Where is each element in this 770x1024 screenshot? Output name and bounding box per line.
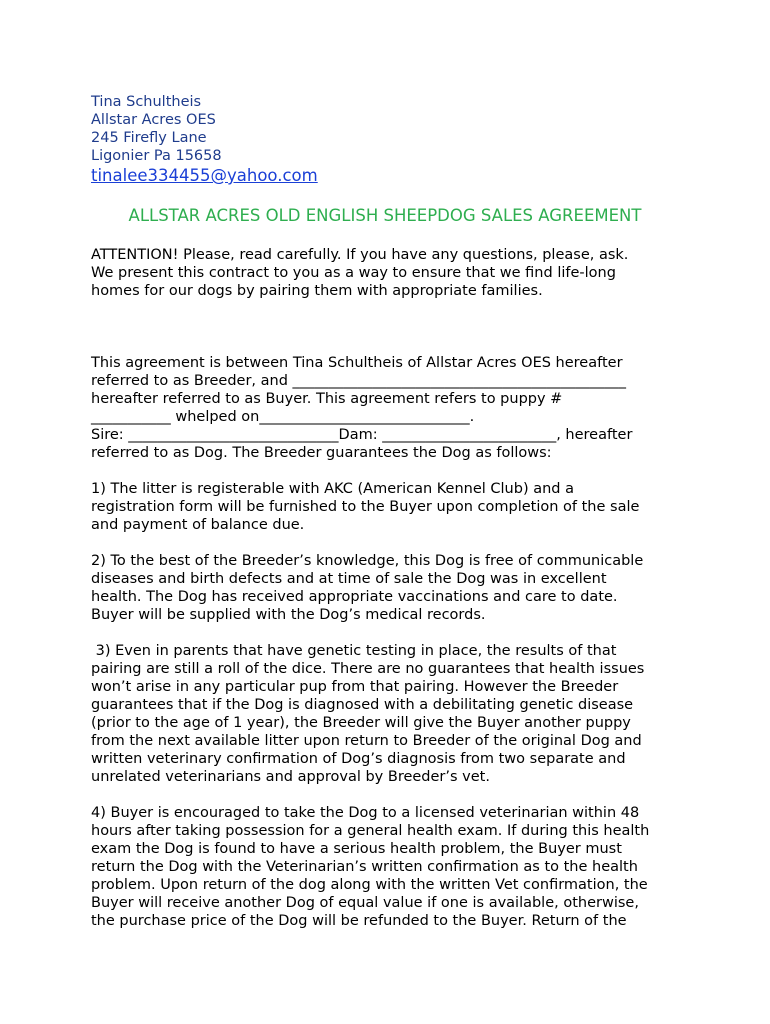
text-line: problem. Upon return of the dog along with the written Vet confirmation, the xyxy=(91,877,648,893)
text-line: referred to as Dog. The Breeder guarantees the Dog as follows: xyxy=(91,445,552,461)
sender-email-link[interactable]: tinalee334455@yahoo.com xyxy=(91,166,318,185)
text-line: (prior to the age of 1 year), the Breeder will give the Buyer another puppy xyxy=(91,715,631,731)
document-title: ALLSTAR ACRES OLD ENGLISH SHEEPDOG SALES AGREEMENT xyxy=(128,206,642,225)
text-line: exam the Dog is found to have a serious health problem, the Buyer must xyxy=(91,841,622,857)
agreement-body xyxy=(91,246,691,930)
text-line: registration form will be furnished to the Buyer upon completion of the sale xyxy=(91,499,640,515)
text-line: 4) Buyer is encouraged to take the Dog to a licensed veterinarian within 48 xyxy=(91,805,640,821)
sender-name: Tina Schultheis xyxy=(91,94,202,110)
text-line: health. The Dog has received appropriate vaccinations and care to date. xyxy=(91,589,618,605)
text-line: 2) To the best of the Breeder’s knowledge, this Dog is free of communicable xyxy=(91,553,644,569)
text-line: pairing are still a roll of the dice. There are no guarantees that health issues xyxy=(91,661,645,677)
text-line: hereafter referred to as Buyer. This agreement refers to puppy # xyxy=(91,391,563,407)
text-line: return the Dog with the Veterinarian’s written confirmation as to the health xyxy=(91,859,638,875)
text-line: We present this contract to you as a way to ensure that we find life-long xyxy=(91,265,616,281)
text-line: the purchase price of the Dog will be refunded to the Buyer. Return of the xyxy=(91,913,627,929)
clause-4-paragraph xyxy=(91,804,691,930)
attention-paragraph xyxy=(91,246,691,300)
clause-3-paragraph xyxy=(91,642,691,786)
text-line: Buyer will be supplied with the Dog’s medical records. xyxy=(91,607,486,623)
sender-business: Allstar Acres OES xyxy=(91,112,216,128)
text-line: Buyer will receive another Dog of equal value if one is available, otherwise, xyxy=(91,895,639,911)
agreement-paragraph xyxy=(91,354,691,462)
text-line: written veterinary confirmation of Dog’s diagnosis from two separate and xyxy=(91,751,626,767)
sender-address-block xyxy=(91,93,318,186)
clause-2-paragraph xyxy=(91,552,691,624)
text-line: diseases and birth defects and at time of sale the Dog was in excellent xyxy=(91,571,607,587)
text-line: and payment of balance due. xyxy=(91,517,305,533)
text-line: 3) Even in parents that have genetic testing in place, the results of that xyxy=(91,643,617,659)
text-line: ___________ whelped on_____________________________. xyxy=(91,409,475,425)
text-line: hours after taking possession for a general health exam. If during this health xyxy=(91,823,650,839)
text-line: from the next available litter upon return to Breeder of the original Dog and xyxy=(91,733,642,749)
sender-street: 245 Firefly Lane xyxy=(91,130,207,146)
text-line: 1) The litter is registerable with AKC (American Kennel Club) and a xyxy=(91,481,574,497)
text-line: This agreement is between Tina Schultheis of Allstar Acres OES hereafter xyxy=(91,355,623,371)
text-line: ATTENTION! Please, read carefully. If you have any questions, please, ask. xyxy=(91,247,629,263)
clause-1-paragraph xyxy=(91,480,691,534)
text-line: guarantees that if the Dog is diagnosed with a debilitating genetic disease xyxy=(91,697,634,713)
text-line: Sire: _____________________________Dam: ________________________, hereafter xyxy=(91,427,633,443)
text-line: won’t arise in any particular pup from that pairing. However the Breeder xyxy=(91,679,619,695)
text-line: unrelated veterinarians and approval by Breeder’s vet. xyxy=(91,769,490,785)
sender-city: Ligonier Pa 15658 xyxy=(91,148,222,164)
text-line: referred to as Breeder, and ______________________________________________ xyxy=(91,373,627,389)
text-line: homes for our dogs by pairing them with appropriate families. xyxy=(91,283,543,299)
